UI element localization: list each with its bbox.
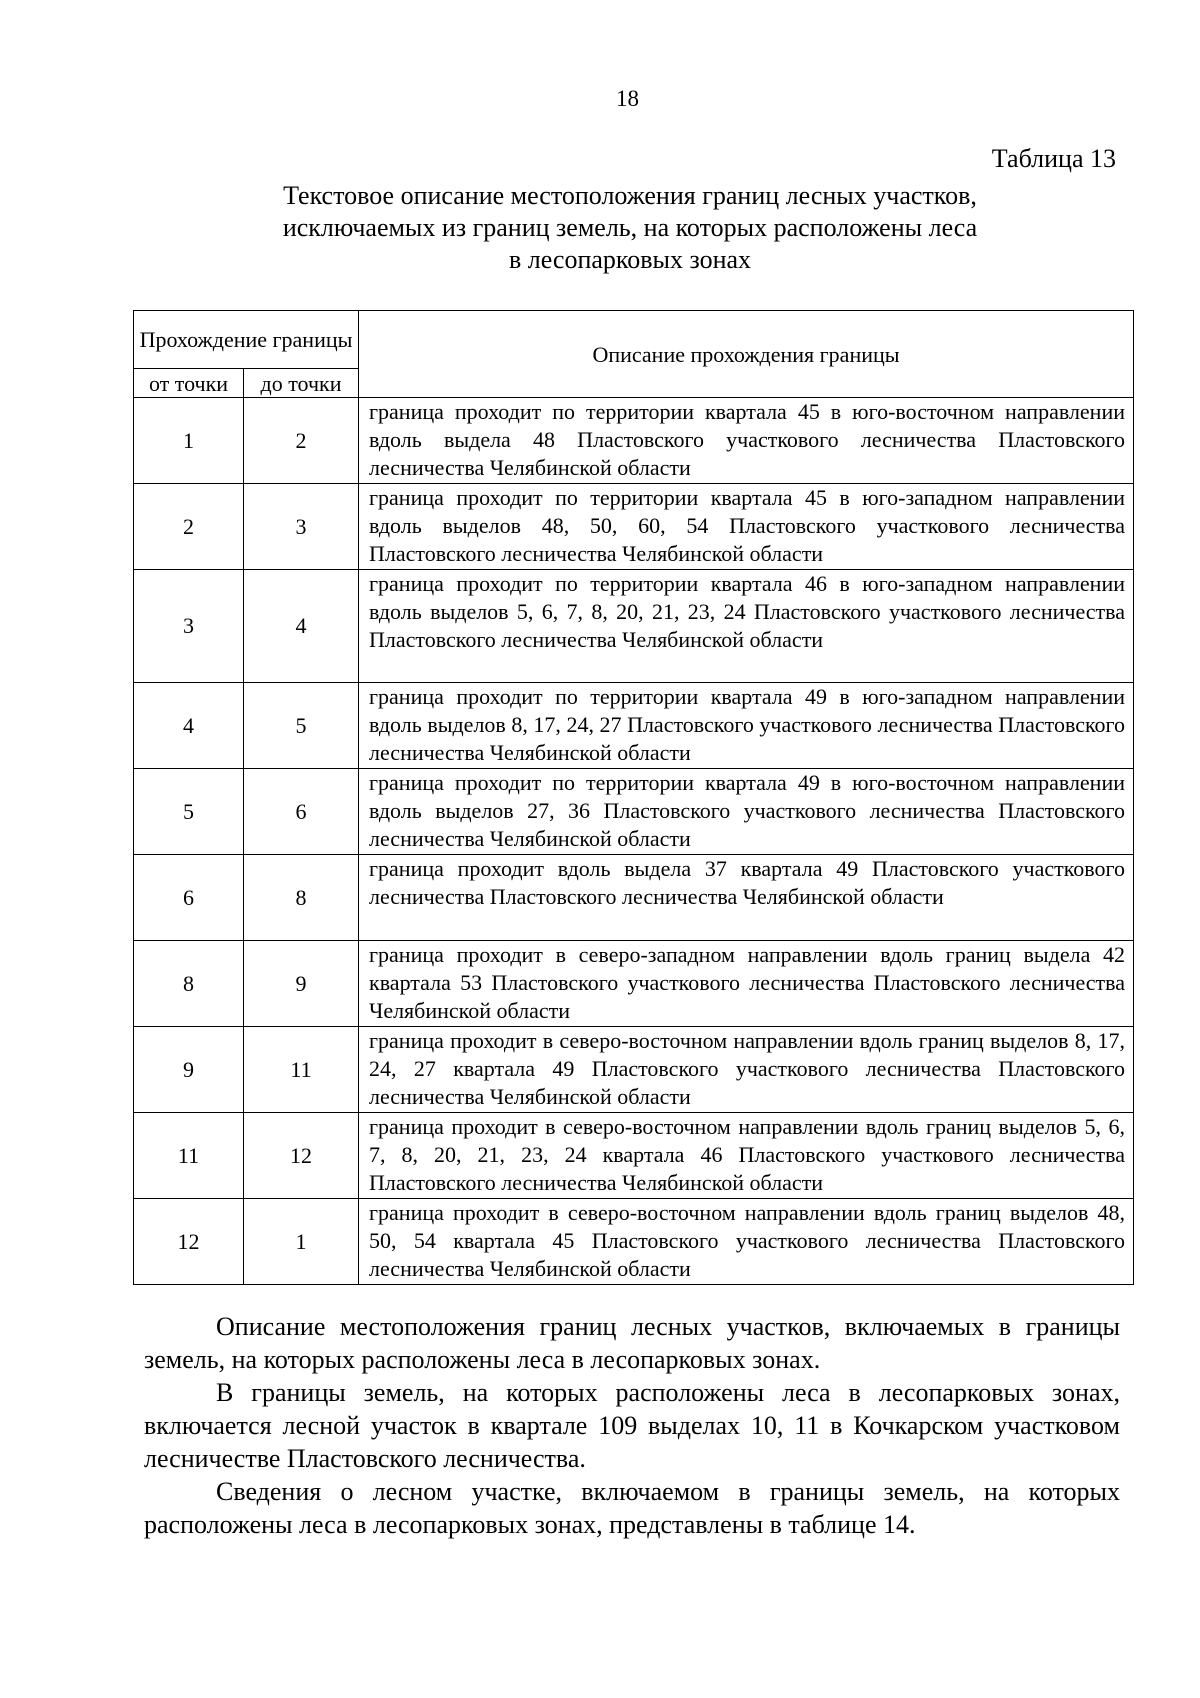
table-row (134, 855, 1134, 941)
page-number: 18 (616, 86, 639, 111)
table-title-line: исключаемых из границ земель, на которых расположены леса (282, 213, 978, 242)
table-row (134, 1027, 1134, 1113)
cell-to-point: 2 (244, 398, 359, 484)
cell-description: граница проходит по территории квартала 46 в юго-западном направлении вдоль выделов 5, 6, 7, 8, 20, 21, 23, 24 Пластовского участкового лесничества Пластовского лесничества Челябинской области (359, 570, 1134, 683)
cell-description: граница проходит в северо-западном направлении вдоль границ выдела 42 квартала 53 Пластовского участкового лесничества Пластовского лесничества Челябинской области (359, 941, 1134, 1027)
header-description: Описание прохождения границы (359, 311, 1134, 398)
paragraph: Описание местоположения границ лесных участков, включаемых в границы земель, на которых расположены леса в лесопарковых зонах. (144, 1312, 1120, 1374)
table-label: Таблица 13 (991, 144, 1116, 173)
cell-from-point: 5 (134, 769, 244, 855)
table-row (134, 484, 1134, 570)
cell-description: граница проходит по территории квартала 45 в юго-восточном направлении вдоль выдела 48 Пластовского участкового лесничества Пластовского лесничества Челябинской области (359, 398, 1134, 484)
cell-to-point: 12 (244, 1113, 359, 1199)
cell-description: граница проходит по территории квартала 49 в юго-западном направлении вдоль выделов 8, 17, 24, 27 Пластовского участкового лесничества Пластовского лесничества Челябинской области (359, 683, 1134, 769)
paragraph: В границы земель, на которых расположены леса в лесопарковых зонах, включается лесной участок в квартале 109 выделах 10, 11 в Кочкарском участковом лесничестве Пластовского лесничества. (144, 1378, 1120, 1473)
cell-to-point: 5 (244, 683, 359, 769)
cell-from-point: 12 (134, 1199, 244, 1285)
cell-to-point: 11 (244, 1027, 359, 1113)
header-from-point: от точки (134, 369, 244, 398)
table-title (140, 180, 1120, 276)
table-title-line: Текстовое описание местоположения границ лесных участков, (283, 181, 977, 210)
cell-to-point: 9 (244, 941, 359, 1027)
cell-from-point: 1 (134, 398, 244, 484)
cell-description: граница проходит в северо-восточном направлении вдоль границ выделов 5, 6, 7, 8, 20, 21, 23, 24 квартала 46 Пластовского участкового лесничества Пластовского лесничества Челябинской области (359, 1113, 1134, 1199)
cell-from-point: 8 (134, 941, 244, 1027)
cell-description: граница проходит в северо-восточном направлении вдоль границ выделов 8, 17, 24, 27 квартала 49 Пластовского участкового лесничества Пластовского лесничества Челябинской области (359, 1027, 1134, 1113)
cell-from-point: 6 (134, 855, 244, 941)
cell-from-point: 11 (134, 1113, 244, 1199)
table-row (134, 683, 1134, 769)
table-row (134, 570, 1134, 683)
table-body (134, 398, 1134, 1285)
table-row (134, 1199, 1134, 1285)
body-text (144, 1310, 1120, 1541)
boundary-table (133, 310, 1134, 1285)
cell-to-point: 1 (244, 1199, 359, 1285)
table-row (134, 941, 1134, 1027)
cell-to-point: 3 (244, 484, 359, 570)
table-row (134, 769, 1134, 855)
table-title-line: в лесопарковых зонах (508, 245, 752, 274)
cell-to-point: 6 (244, 769, 359, 855)
cell-from-point: 4 (134, 683, 244, 769)
paragraph: Сведения о лесном участке, включаемом в границы земель, на которых расположены леса в лесопарковых зонах, представлены в таблице 14. (144, 1477, 1120, 1539)
table-row (134, 1113, 1134, 1199)
cell-description: граница проходит вдоль выдела 37 квартала 49 Пластовского участкового лесничества Пластовского лесничества Челябинской области (359, 855, 1134, 941)
header-boundary-passage: Прохождение границы (134, 311, 359, 369)
cell-description: граница проходит в северо-восточном направлении вдоль границ выделов 48, 50, 54 квартала 45 Пластовского участкового лесничества Пластовского лесничества Челябинской области (359, 1199, 1134, 1285)
table-row (134, 398, 1134, 484)
cell-to-point: 8 (244, 855, 359, 941)
cell-description: граница проходит по территории квартала 45 в юго-западном направлении вдоль выделов 48, 50, 60, 54 Пластовского участкового лесничества Пластовского лесничества Челябинской области (359, 484, 1134, 570)
cell-description: граница проходит по территории квартала 49 в юго-восточном направлении вдоль выделов 27, 36 Пластовского участкового лесничества Пластовского лесничества Челябинской области (359, 769, 1134, 855)
cell-from-point: 9 (134, 1027, 244, 1113)
cell-from-point: 3 (134, 570, 244, 683)
header-to-point: до точки (244, 369, 359, 398)
cell-to-point: 4 (244, 570, 359, 683)
cell-from-point: 2 (134, 484, 244, 570)
